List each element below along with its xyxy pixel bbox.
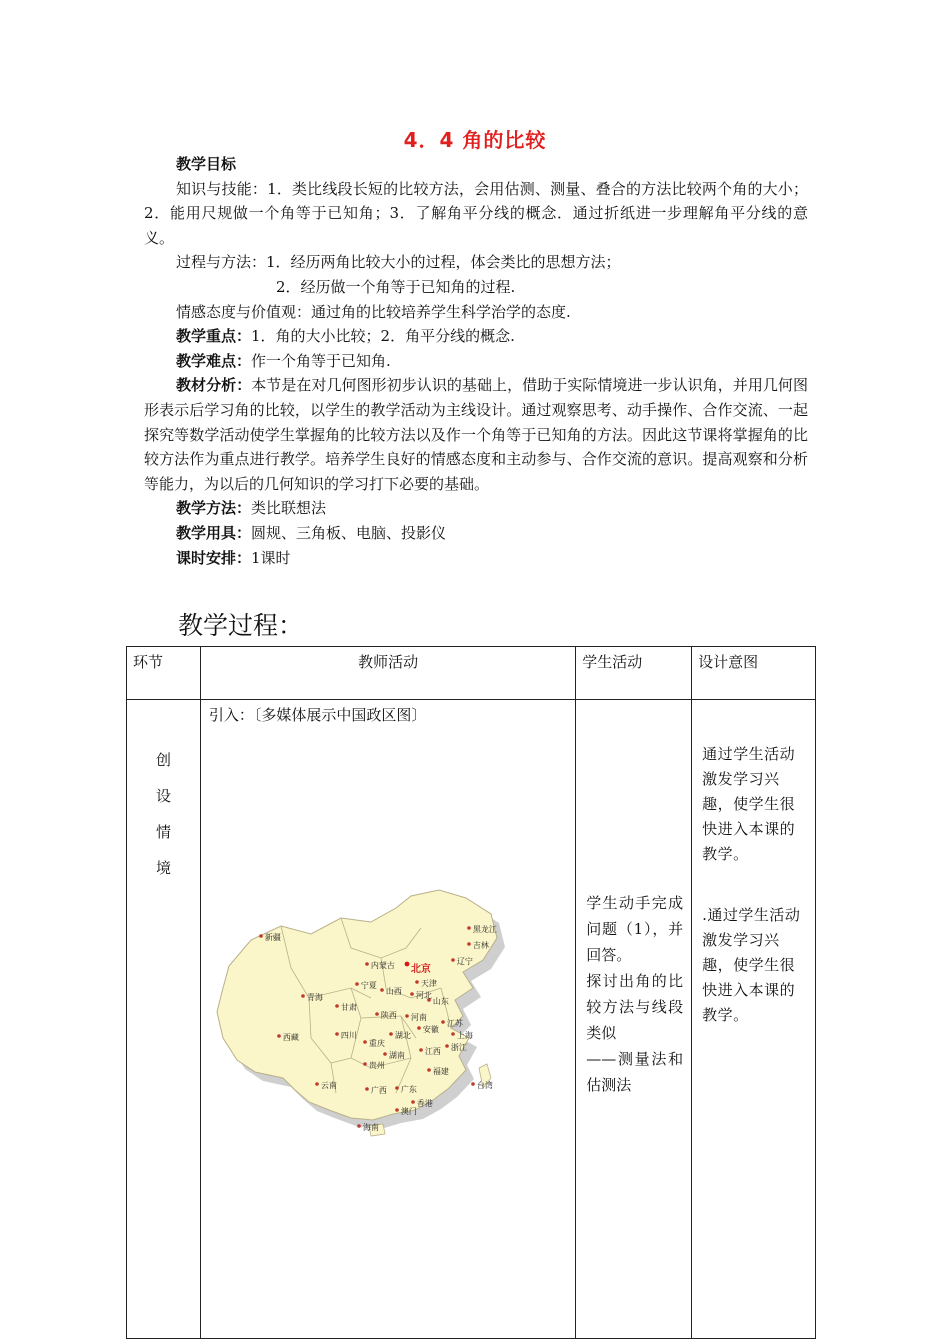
- analysis-text: 本节是在对几何图形初步认识的基础上，借助于实际情境进一步认识角，并用几何图形表示后学习角的比较，以学生的教学活动为主线设计。通过观察思考、动手操作、合作交流、一起探究等数学活动使学生掌握角的比较方法以及作一个角等于已知角的方法。因此这节课将掌握角的比较方法作为重点进行教学。培养学生良好的情感态度和主动参与、合作交流的意识。提高观察和分析等能力，为以后的几何知识的学习打下必要的基础。: [144, 376, 808, 493]
- city-dot-jiangsu: [441, 1020, 445, 1024]
- tools-label: 教学用具：: [176, 523, 252, 542]
- difficulties: [144, 349, 808, 374]
- city-dot-ningxia: [355, 982, 359, 986]
- map-label-xinjiang: 新疆: [264, 933, 281, 942]
- china-map: [211, 888, 511, 1138]
- city-dot-taiwan: [471, 1082, 475, 1086]
- map-label-qinghai: 青海: [306, 993, 323, 1002]
- design-intent-1: 通过学生活动激发学习兴趣，使学生很快进入本课的教学。: [702, 745, 796, 863]
- teacher-activity-cell: [200, 700, 575, 1339]
- teacher-intro: 引入：〔多媒体展示中国政区图〕: [208, 706, 427, 724]
- map-label-hebei: 河北: [415, 991, 432, 1000]
- city-dot-macau: [395, 1108, 399, 1112]
- method-label: 教学方法：: [176, 499, 252, 518]
- stage-char: 境: [155, 859, 171, 877]
- city-dot-henan: [405, 1014, 409, 1018]
- stage-char: 情: [155, 823, 171, 841]
- map-label-sichuan: 四川: [340, 1031, 357, 1040]
- city-dot-yunnan: [315, 1082, 319, 1086]
- map-label-ningxia: 宁夏: [360, 981, 377, 990]
- map-label-guangxi: 广西: [370, 1086, 387, 1095]
- city-dot-chongqing: [363, 1040, 367, 1044]
- map-label-guangdong: 广东: [400, 1085, 417, 1094]
- student-activity-3: ——测量法和估测法: [586, 1050, 684, 1094]
- lesson-plan-body: [144, 152, 808, 570]
- table-header-row: [127, 647, 816, 700]
- city-dot-xizang: [277, 1034, 281, 1038]
- design-intent-cell: [692, 700, 816, 1339]
- textbook-analysis: [144, 373, 808, 496]
- tools-text: 圆规、三角板、电脑、投影仪: [251, 523, 447, 542]
- map-label-zhejiang: 浙江: [450, 1043, 467, 1052]
- header-teacher-activity: 教师活动: [200, 647, 575, 700]
- map-label-jiangxi: 江西: [424, 1047, 441, 1056]
- map-label-taiwan: 台湾: [476, 1081, 493, 1090]
- map-label-henan: 河南: [410, 1013, 427, 1022]
- city-dot-liaoning: [451, 958, 455, 962]
- map-label-anhui: 安徽: [422, 1025, 439, 1034]
- class-schedule: [144, 546, 808, 571]
- city-dot-fujian: [427, 1068, 431, 1072]
- city-dot-shanxi: [380, 988, 384, 992]
- stage-char: 设: [155, 787, 171, 805]
- objective-process-2: 2．经历做一个角等于已知角的过程.: [276, 277, 516, 296]
- schedule-text: 1课时: [251, 548, 291, 567]
- map-label-chongqing: 重庆: [368, 1039, 385, 1048]
- map-label-liaoning: 辽宁: [456, 957, 473, 966]
- map-label-shanxi: 山西: [385, 987, 402, 996]
- city-dot-hebei: [410, 992, 414, 996]
- city-dot-jiangxi: [419, 1048, 423, 1052]
- map-label-shandong: 山东: [432, 997, 449, 1006]
- map-label-hunan: 湖南: [388, 1051, 405, 1060]
- city-dot-gansu: [335, 1004, 339, 1008]
- objectives-heading: 教学目标: [176, 155, 237, 173]
- city-dot-hunan: [383, 1052, 387, 1056]
- map-label-macau: 澳门: [400, 1107, 417, 1116]
- objective-knowledge: 知识与技能：1．类比线段长短的比较方法，会用估测、测量、叠合的方法比较两个角的大小；2．能用尺规做一个角等于已知角；3．了解角平分线的概念．通过折纸进一步理解角平分线的意义。: [144, 179, 808, 247]
- city-dot-zhejiang: [445, 1044, 449, 1048]
- page-title: 4．4 角的比较: [403, 128, 547, 152]
- city-dot-sichuan: [335, 1032, 339, 1036]
- student-activity-cell: [576, 700, 692, 1339]
- schedule-label: 课时安排：: [176, 548, 252, 567]
- city-dot-neimenggu: [365, 962, 369, 966]
- map-label-hainan: 海南: [362, 1123, 379, 1132]
- city-dot-beijing: [405, 962, 410, 967]
- map-label-neimenggu: 内蒙古: [370, 961, 395, 970]
- map-label-tianjin: 天津: [420, 979, 437, 988]
- city-dot-xinjiang: [259, 934, 263, 938]
- map-label-xizang: 西藏: [282, 1033, 299, 1042]
- map-label-fujian: 福建: [432, 1067, 449, 1076]
- map-label-guizhou: 贵州: [368, 1061, 385, 1070]
- design-intent-2: .通过学生活动激发学习兴趣，使学生很快进入本课的教学。: [702, 906, 801, 1024]
- objective-process-1: 过程与方法：1．经历两角比较大小的过程，体会类比的思想方法；: [176, 253, 621, 272]
- city-dot-shanghai: [451, 1032, 455, 1036]
- method-text: 类比联想法: [251, 499, 327, 518]
- objective-attitude: 情感态度与价值观：通过角的比较培养学生科学治学的态度.: [176, 302, 571, 321]
- city-dot-hongkong: [411, 1100, 415, 1104]
- city-dot-jilin: [467, 942, 471, 946]
- map-label-beijing: 北京: [410, 964, 431, 975]
- key-points-text: 1．角的大小比较；2．角平分线的概念.: [251, 327, 515, 346]
- city-dot-guangdong: [395, 1086, 399, 1090]
- city-dot-hainan: [357, 1124, 361, 1128]
- map-label-gansu: 甘肃: [340, 1003, 357, 1012]
- city-dot-qinghai: [301, 994, 305, 998]
- header-stage: 环节: [127, 647, 201, 700]
- header-design-intent: 设计意图: [692, 647, 816, 700]
- difficulties-text: 作一个角等于已知角.: [251, 351, 391, 370]
- city-dot-guizhou: [363, 1062, 367, 1066]
- map-label-shanghai: 上海: [456, 1031, 473, 1040]
- key-points-label: 教学重点：: [176, 327, 252, 346]
- stage-cell: [127, 700, 201, 1339]
- student-activity-1: 学生动手完成问题（1），并回答。: [586, 894, 684, 964]
- lesson-process-table: [126, 646, 816, 1339]
- map-label-hongkong: 香港: [416, 1099, 433, 1108]
- difficulties-label: 教学难点：: [176, 351, 252, 370]
- map-label-yunnan: 云南: [320, 1081, 337, 1090]
- city-dot-anhui: [417, 1026, 421, 1030]
- key-points: [144, 324, 808, 349]
- map-label-jilin: 吉林: [472, 941, 489, 950]
- stage-char: 创: [155, 751, 171, 769]
- city-dot-heilongjiang: [467, 926, 471, 930]
- city-dot-hubei: [389, 1032, 393, 1036]
- city-dot-tianjin: [415, 980, 419, 984]
- header-student-activity: 学生活动: [576, 647, 692, 700]
- map-label-shaanxi: 陕西: [380, 1011, 397, 1020]
- table-row: [127, 700, 816, 1339]
- china-map-graphic: [211, 888, 511, 1138]
- city-dot-guangxi: [365, 1087, 369, 1091]
- city-dot-shaanxi: [375, 1012, 379, 1016]
- map-label-heilongjiang: 黑龙江: [472, 925, 497, 934]
- map-label-hubei: 湖北: [394, 1031, 411, 1040]
- teaching-method: [144, 496, 808, 521]
- process-title: 教学过程：: [178, 611, 304, 640]
- map-label-jiangsu: 江苏: [446, 1019, 463, 1028]
- analysis-label: 教材分析：: [176, 376, 252, 395]
- student-activity-2: 探讨出角的比较方法与线段类似: [586, 972, 684, 1042]
- teaching-tools: [144, 521, 808, 546]
